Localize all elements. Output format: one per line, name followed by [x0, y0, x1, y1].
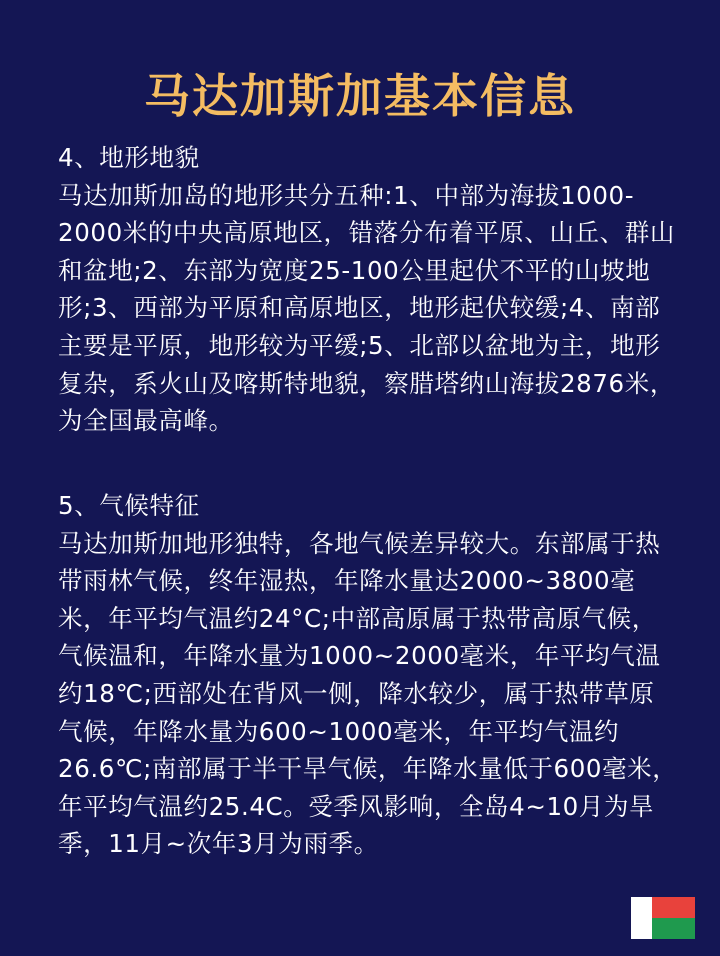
page-title: 马达加斯加基本信息 — [144, 69, 576, 123]
madagascar-flag-icon — [631, 897, 695, 939]
section-body-terrain: 马达加斯加岛的地形共分五种:1、中部为海拔1000-2000米的中央高原地区，错落分布着平原、山丘、群山和盆地;2、东部为宽度25-100公里起伏不平的山坡地形;3、西部为平原和高原地区，地形起伏较缓;4、南部主要是平原，地形较为平缓;5、北部以盆地为主，地形复杂，系火山及喀斯特地貌，察腊塔纳山海拔2876米，为全国最高峰。 — [58, 180, 675, 436]
flag-white-band — [631, 897, 652, 939]
flag-stripes — [652, 897, 695, 939]
flag-green-band — [652, 918, 695, 939]
section-heading-terrain: 4、地形地貌 — [58, 143, 200, 172]
flag-red-band — [652, 897, 695, 918]
section-heading-climate: 5、气候特征 — [58, 491, 200, 520]
section-body-climate: 马达加斯加地形独特，各地气候差异较大。东部属于热带雨林气候，终年湿热，年降水量达2000~3800毫米，年平均气温约24°C;中部高原属于热带高原气候，气候温和，年降水量为1000~2000毫米，年平均气温约18℃;西部处在背风一侧，降水较少，属于热带草原气候，年降水量为600~1000毫米，年平均气温约26.6℃;南部属于半干旱气候，年降水量低于600毫米，年平均气温约25.4C。受季风影响，全岛4~10月为旱季，11月~次年3月为雨季。 — [58, 528, 678, 859]
section-climate — [58, 487, 678, 863]
section-terrain — [58, 139, 678, 440]
